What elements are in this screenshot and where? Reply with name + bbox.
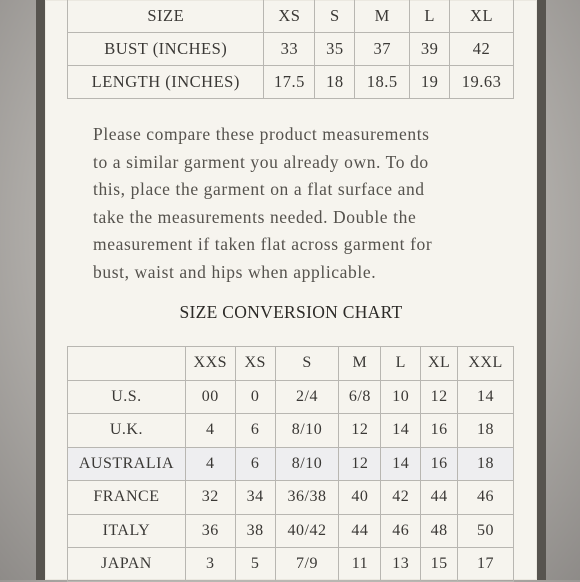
table-cell: 00 xyxy=(185,380,235,414)
table-cell: 32 xyxy=(185,481,235,515)
table-cell: 50 xyxy=(458,514,514,548)
table-cell: 15 xyxy=(421,548,458,582)
table-cell: 46 xyxy=(381,514,421,548)
table-cell: 12 xyxy=(339,414,381,448)
header-cell: XS xyxy=(235,347,275,381)
table-cell: 17 xyxy=(458,548,514,582)
measurement-instructions xyxy=(93,121,493,287)
header-cell: SIZE xyxy=(68,0,264,33)
table-cell: 36/38 xyxy=(275,481,339,515)
table-cell: 37 xyxy=(355,33,410,66)
table-cell: 5 xyxy=(235,548,275,582)
size-guide-card xyxy=(45,0,537,580)
header-cell: M xyxy=(355,0,410,33)
table-cell: 7/9 xyxy=(275,548,339,582)
table-row xyxy=(68,481,514,515)
table-cell: 16 xyxy=(421,414,458,448)
row-label: JAPAN xyxy=(68,548,186,582)
table-cell: 18 xyxy=(458,447,514,481)
table-cell: 13 xyxy=(381,548,421,582)
table-cell: 6 xyxy=(235,414,275,448)
table-cell: 3 xyxy=(185,548,235,582)
table-cell: 4 xyxy=(185,447,235,481)
measurements-header-row xyxy=(68,0,514,33)
header-cell: L xyxy=(410,0,450,33)
table-cell: 6/8 xyxy=(339,380,381,414)
instruction-line: take the measurements needed. Double the xyxy=(93,206,417,227)
table-row xyxy=(68,414,514,448)
table-cell: 2/4 xyxy=(275,380,339,414)
table-cell: 40 xyxy=(339,481,381,515)
header-cell: XL xyxy=(421,347,458,381)
table-row xyxy=(68,66,514,99)
table-cell: 38 xyxy=(235,514,275,548)
table-cell: 35 xyxy=(315,33,355,66)
table-row xyxy=(68,33,514,66)
table-cell: 14 xyxy=(381,414,421,448)
table-cell: 12 xyxy=(339,447,381,481)
table-row xyxy=(68,380,514,414)
table-cell: 18 xyxy=(315,66,355,99)
instruction-line: to a similar garment you already own. To do xyxy=(93,151,429,172)
header-cell: XXL xyxy=(458,347,514,381)
table-cell: 10 xyxy=(381,380,421,414)
measurements-table xyxy=(67,0,514,99)
table-cell: 6 xyxy=(235,447,275,481)
table-cell: 17.5 xyxy=(264,66,315,99)
header-cell: XS xyxy=(264,0,315,33)
size-conversion-table xyxy=(67,346,514,582)
table-cell: 44 xyxy=(339,514,381,548)
header-cell: M xyxy=(339,347,381,381)
table-cell: 11 xyxy=(339,548,381,582)
table-cell: 8/10 xyxy=(275,447,339,481)
row-label: FRANCE xyxy=(68,481,186,515)
table-cell: 42 xyxy=(450,33,514,66)
header-cell: XXS xyxy=(185,347,235,381)
table-cell: 19.63 xyxy=(450,66,514,99)
instruction-line: bust, waist and hips when applicable. xyxy=(93,261,377,282)
conversion-chart-title: SIZE CONVERSION CHART xyxy=(179,302,403,322)
header-cell: XL xyxy=(450,0,514,33)
row-label: BUST (INCHES) xyxy=(68,33,264,66)
table-cell: 14 xyxy=(458,380,514,414)
table-cell: 19 xyxy=(410,66,450,99)
row-label: U.K. xyxy=(68,414,186,448)
table-cell: 8/10 xyxy=(275,414,339,448)
table-cell: 48 xyxy=(421,514,458,548)
row-label: AUSTRALIA xyxy=(68,447,186,481)
table-cell: 12 xyxy=(421,380,458,414)
table-cell: 36 xyxy=(185,514,235,548)
instruction-line: Please compare these product measurements xyxy=(93,124,430,144)
table-cell: 0 xyxy=(235,380,275,414)
table-cell: 46 xyxy=(458,481,514,515)
table-cell: 4 xyxy=(185,414,235,448)
header-cell: S xyxy=(275,347,339,381)
table-row-highlighted xyxy=(68,447,514,481)
table-cell: 44 xyxy=(421,481,458,515)
table-cell: 18 xyxy=(458,414,514,448)
header-cell: S xyxy=(315,0,355,33)
instruction-line: this, place the garment on a flat surface and xyxy=(93,179,425,200)
table-cell: 39 xyxy=(410,33,450,66)
table-cell: 40/42 xyxy=(275,514,339,548)
header-cell xyxy=(68,347,186,381)
table-cell: 18.5 xyxy=(355,66,410,99)
row-label: U.S. xyxy=(68,380,186,414)
table-cell: 34 xyxy=(235,481,275,515)
table-row xyxy=(68,514,514,548)
header-cell: L xyxy=(381,347,421,381)
table-cell: 42 xyxy=(381,481,421,515)
table-cell: 14 xyxy=(381,447,421,481)
instruction-line: measurement if taken flat across garment for xyxy=(93,234,433,255)
table-row xyxy=(68,548,514,582)
row-label: LENGTH (INCHES) xyxy=(68,66,264,99)
table-cell: 16 xyxy=(421,447,458,481)
row-label: ITALY xyxy=(68,514,186,548)
table-cell: 33 xyxy=(264,33,315,66)
conversion-header-row xyxy=(68,347,514,381)
